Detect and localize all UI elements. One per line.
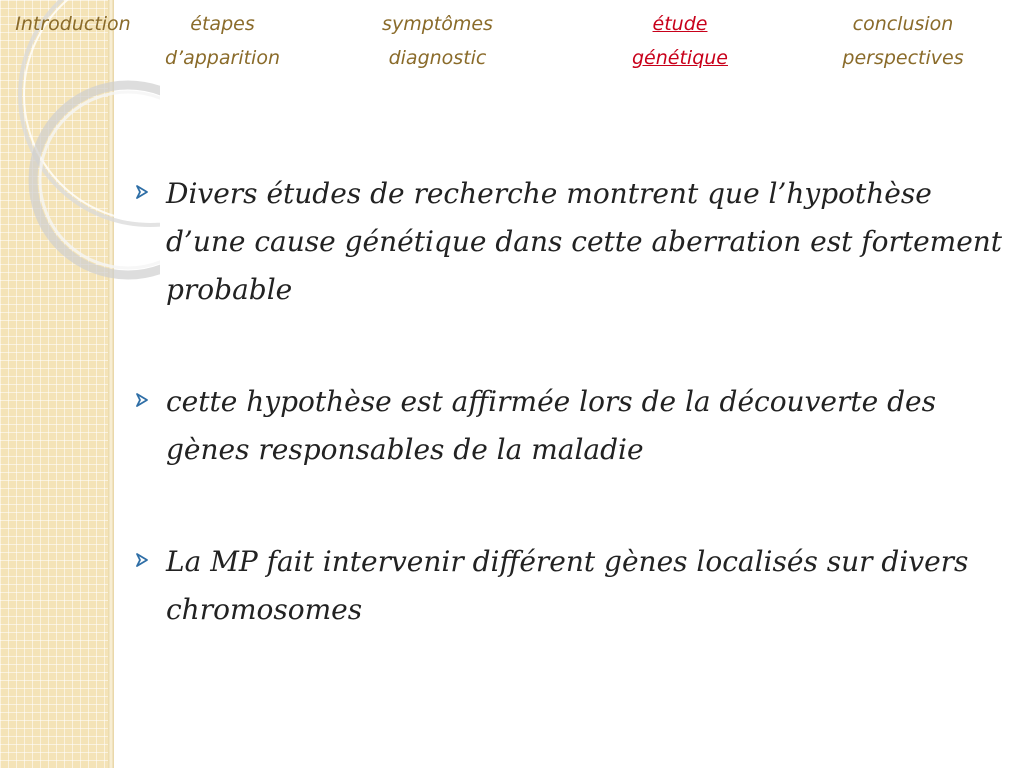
bullet-text: Divers études de recherche montrent que l’hypothèse d’une cause génétique dans cette aberration est fortement probable [166, 177, 1003, 306]
nav-item-etude-genetique[interactable] [610, 7, 750, 75]
arrow-bullet-icon [134, 552, 150, 568]
nav-item-symptomes-diagnostic[interactable] [365, 7, 510, 75]
nav-item-symptomes-label: symptômes [382, 13, 493, 35]
top-navigation [0, 0, 1024, 80]
nav-item-apparition-label: d’apparition [165, 47, 280, 69]
nav-item-etude-label: étude [652, 13, 708, 35]
nav-item-conclusion-perspectives[interactable] [828, 7, 978, 75]
nav-item-genetique-label: génétique [631, 47, 728, 69]
nav-item-diagnostic-label: diagnostic [388, 47, 487, 69]
bullet-item [132, 170, 1012, 314]
nav-item-conclusion-label: conclusion [852, 13, 954, 35]
nav-item-perspectives-label: perspectives [842, 47, 964, 69]
nav-item-introduction[interactable] [8, 7, 138, 41]
arrow-bullet-icon [134, 392, 150, 408]
nav-item-introduction-label: Introduction [15, 13, 131, 35]
bullet-text: La MP fait intervenir différent gènes localisés sur divers chromosomes [166, 545, 969, 626]
slide-content [132, 170, 1012, 698]
nav-item-etapes-label: étapes [190, 13, 255, 35]
bullet-item [132, 538, 1012, 634]
nav-item-etapes-apparition[interactable] [150, 7, 295, 75]
arrow-bullet-icon [134, 184, 150, 200]
bullet-text: cette hypothèse est affirmée lors de la découverte des gènes responsables de la maladie [166, 385, 936, 466]
bullet-item [132, 378, 1012, 474]
